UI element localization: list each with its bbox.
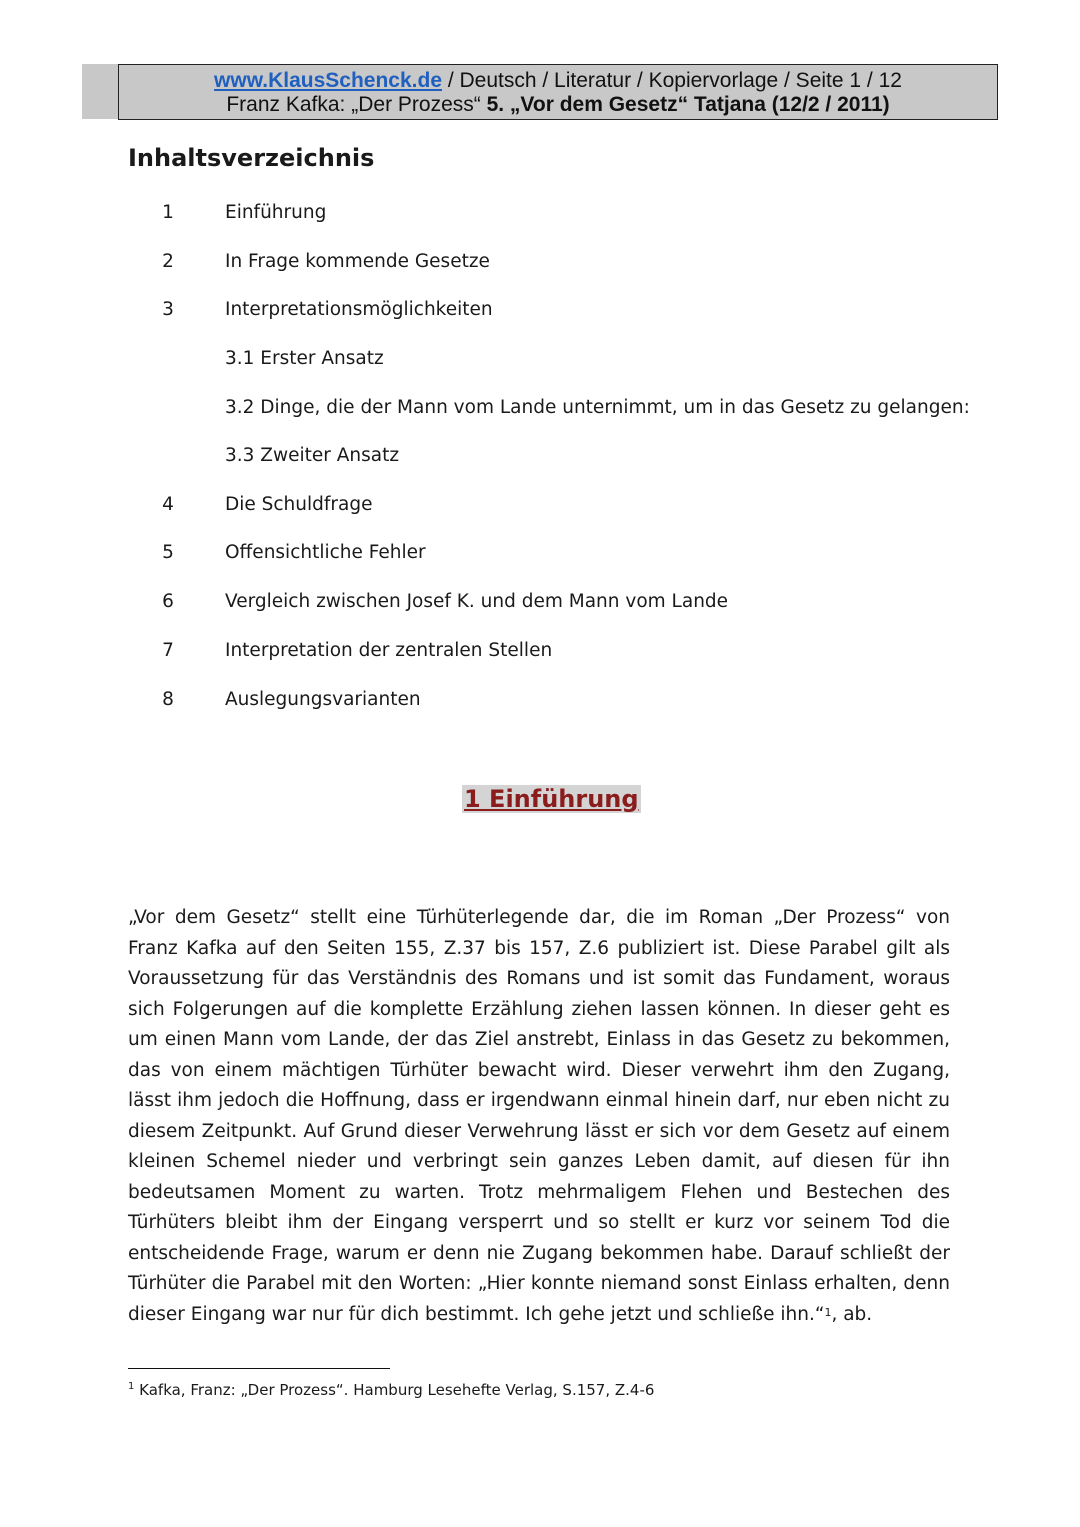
page-header <box>118 64 998 120</box>
toc-item-number: 4 <box>162 494 174 515</box>
toc-item-label: 3.2 Dinge, die der Mann vom Lande unternimmt, um in das Gesetz zu gelangen: <box>225 397 970 418</box>
toc-item-label: Offensichtliche Fehler <box>225 542 426 563</box>
body-paragraph: „Vor dem Gesetz“ stellt eine Türhüterlegende dar, die im Roman „Der Prozess“ von Franz Kafka auf den Seiten 155, Z.37 bis 157, Z.6 publiziert ist. Diese Parabel gilt als Voraussetzung für das Verständnis des Romans und ist somit das Fundament, woraus sich Folgerungen auf die komplette Erzählung ziehen lassen können. In dieser geht es um einen Mann vom Lande, der das Ziel anstrebt, Einlass in das Gesetz zu bekommen, das von einem mächtigen Türhüter bewacht wird. Dieser verwehrt ihm den Zugang, lässt ihm jedoch die Hoffnung, dass er irgendwann einmal hinein darf, nur eben nicht zu diesem Zeitpunkt. Auf Grund dieser Verwehrung lässt er sich vor dem Gesetz auf einem kleinen Schemel nieder und verbringt sein ganzes Leben damit, auf diesen für ihn bedeutsamen Moment zu warten. Trotz mehrmaligem Flehen und Bestechen des Türhüters bleibt ihm der Eingang versperrt und so stellt er kurz vor seinem Tod die entscheidende Frage, warum er denn nie Zugang bekommen habe. Darauf schließt der Türhüter die Parabel mit den Worten: „Hier konnte niemand sonst Einlass erhalten, denn dieser Eingang war nur für dich bestimmt. Ich gehe jetzt und schließe ihn.“ <box>128 907 950 1325</box>
header-work-title: Franz Kafka: „Der Prozess“ <box>226 93 487 116</box>
toc-item-number: 8 <box>162 689 174 710</box>
section-body-text <box>128 903 950 1330</box>
toc-item-number: 5 <box>162 542 174 563</box>
site-link[interactable]: www.KlausSchenck.de <box>214 69 443 92</box>
toc-item-label: Interpretationsmöglichkeiten <box>225 299 493 320</box>
toc-item[interactable] <box>0 202 1000 232</box>
toc-item[interactable] <box>0 494 1000 524</box>
toc-item-number: 7 <box>162 640 174 661</box>
toc-item-label: Auslegungsvarianten <box>225 689 421 710</box>
footnote-mark: 1 <box>128 1381 135 1392</box>
toc-item[interactable] <box>0 640 1000 670</box>
toc-item[interactable] <box>0 542 1000 572</box>
toc-item-label: Interpretation der zentralen Stellen <box>225 640 553 661</box>
header-line-2 <box>119 93 997 117</box>
toc-item-number: 1 <box>162 202 174 223</box>
toc-item-label: Einführung <box>225 202 327 223</box>
section-heading: 1 Einführung <box>464 785 639 813</box>
footnote-divider <box>128 1368 390 1369</box>
toc-item-number: 3 <box>162 299 174 320</box>
toc-item-label: Vergleich zwischen Josef K. und dem Mann vom Lande <box>225 591 729 612</box>
toc-item-label: In Frage kommende Gesetze <box>225 251 490 272</box>
toc-heading: Inhaltsverzeichnis <box>128 144 375 172</box>
toc-item[interactable] <box>0 689 1000 719</box>
header-chapter: 5. „Vor dem Gesetz“ Tatjana (12/2 / 2011) <box>486 93 890 116</box>
toc-subitem[interactable] <box>0 445 1000 475</box>
toc-item[interactable] <box>0 251 1000 281</box>
toc-item-number: 2 <box>162 251 174 272</box>
toc-item-label: 3.3 Zweiter Ansatz <box>225 445 400 466</box>
footnote-text: Kafka, Franz: „Der Prozess“. Hamburg Lesehefte Verlag, S.157, Z.4-6 <box>134 1381 655 1399</box>
toc-item-label: Die Schuldfrage <box>225 494 373 515</box>
header-path: / Deutsch / Literatur / Kopiervorlage / Seite 1 / 12 <box>442 69 902 92</box>
toc-item-number: 6 <box>162 591 174 612</box>
header-side-bar <box>82 64 118 119</box>
body-paragraph-end: , ab. <box>831 1303 873 1325</box>
toc-item[interactable] <box>0 299 1000 329</box>
toc-subitem[interactable] <box>0 397 1000 427</box>
toc-item-label: 3.1 Erster Ansatz <box>225 348 384 369</box>
header-line-1 <box>119 68 997 93</box>
footnote <box>128 1381 654 1399</box>
toc-item[interactable] <box>0 591 1000 621</box>
toc-subitem[interactable] <box>0 348 1000 378</box>
footnote-reference[interactable]: 1 <box>824 1305 832 1319</box>
